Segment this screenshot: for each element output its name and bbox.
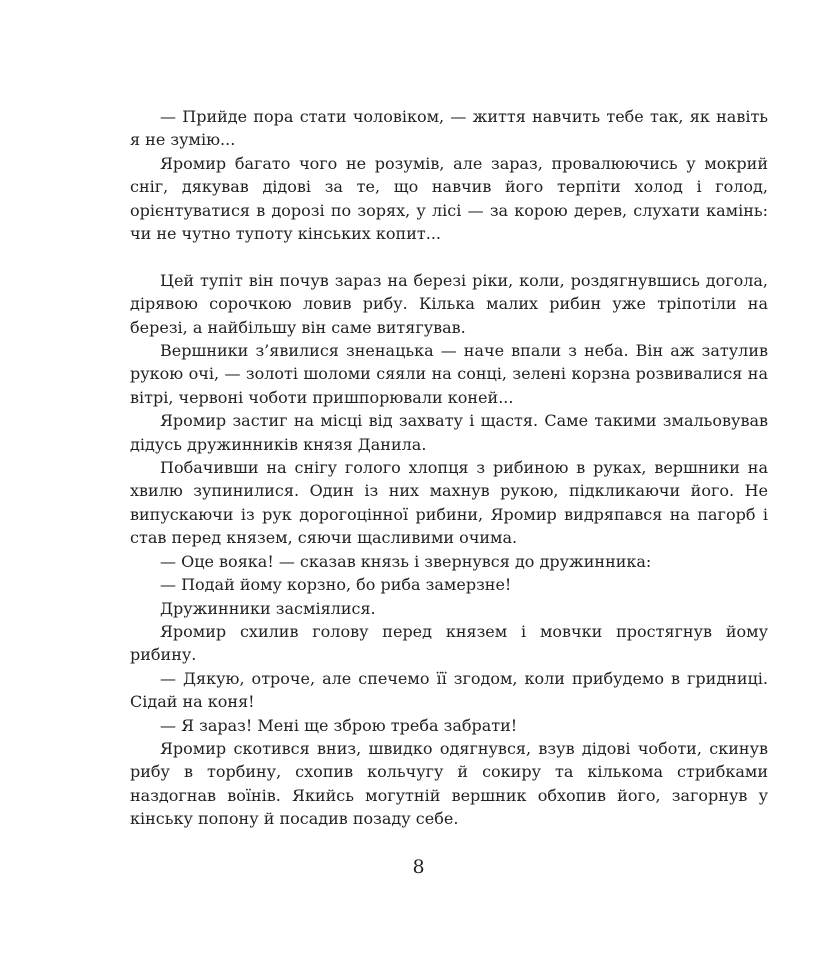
paragraph: — Дякую, отроче, але спечемо її згодом, коли прибудемо в гридниці. Сідай на коня! xyxy=(130,668,768,712)
page-number: 8 xyxy=(412,856,425,878)
paragraph: Вершники з’явилися зненацька — наче впали з неба. Він аж затулив рукою очі, — золоті шоломи сяяли на сонці, зелені корзна розвивалися на вітрі, червоні чоботи пришпорювали коней... xyxy=(130,341,768,407)
body-text xyxy=(130,105,768,831)
paragraph: Яромир скотився вниз, швидко одягнувся, взув дідові чоботи, скинув рибу в торбину, схопив кольчугу й сокиру та кількома стрибками наздогнав воїнів. Якийсь могутній вершник обхопив його, загорнув у кінську попону й посадив позаду себе. xyxy=(130,738,768,829)
paragraph: — Оце вояка! — сказав князь і звернувся до дружинника: xyxy=(160,551,652,571)
paragraph: Цей тупіт він почув зараз на березі ріки, коли, роздягнувшись догола, дірявою сорочкою ловив рибу. Кілька малих рибин уже тріпотіли на березі, а найбільшу він саме витягував. xyxy=(130,270,768,337)
paragraph: — Подай йому корзно, бо риба замерзне! xyxy=(160,575,512,595)
paragraph: Побачивши на снігу голого хлопця з рибиною в руках, вершники на хвилю зупинилися. Один із них махнув рукою, підкликаючи його. Не випускаючи із рук дорогоцінної рибини, Яромир видряпався на пагорб і став перед князем, сяючи щасливими очима. xyxy=(130,458,768,548)
paragraph: Яромир застиг на місці від захвату і щастя. Саме такими змальовував дідусь дружинників князя Данила. xyxy=(130,411,768,454)
paragraph: — Прийде пора стати чоловіком, — життя навчить тебе так, як навіть я не зумію... xyxy=(130,107,768,150)
paragraph: — Я зараз! Мені ще зброю треба забрати! xyxy=(160,715,518,735)
paragraph: Яромир схилив голову перед князем і мовчки простягнув йому рибину. xyxy=(130,621,768,665)
paragraph: Яромир багато чого не розумів, але зараз, провалюючись у мокрий сніг, дякував дідові за те, що навчив його терпіти холод і голод, орієнтуватися в дорозі по зорях, у лісі — за корою дерев, слухати камінь: чи не чутно тупоту кінських копит... xyxy=(130,153,768,244)
section-break xyxy=(130,245,768,268)
paragraph: Дружинники засміялися. xyxy=(160,598,376,618)
